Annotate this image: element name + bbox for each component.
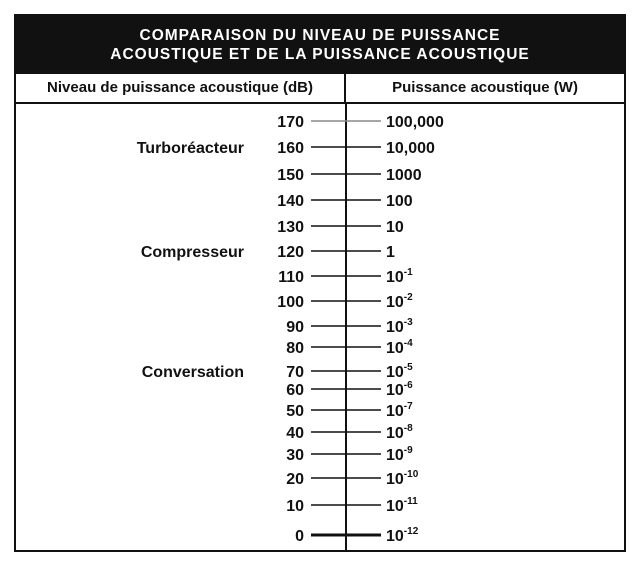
watt-label-80: $10^{-4}$: [386, 338, 413, 357]
db-label-150: 150: [277, 167, 304, 184]
watt-label-100: $10^{-2}$: [386, 292, 413, 311]
db-label-140: 140: [277, 193, 304, 210]
db-label-90: 90: [286, 319, 304, 336]
db-label-70: 70: [286, 364, 304, 381]
source-label-turboreacteur: Turboréacteur: [136, 140, 244, 157]
db-label-100: 100: [277, 294, 304, 311]
acoustic-scale: [16, 16, 624, 550]
watt-label-60: $10^{-6}$: [386, 380, 413, 399]
db-label-80: 80: [286, 340, 304, 357]
db-label-20: 20: [286, 471, 304, 488]
column-header-db: Niveau de puissance acoustique (dB): [16, 74, 346, 102]
watt-label-160: 10,000: [386, 140, 435, 157]
watt-label-170: 100,000: [386, 114, 444, 131]
watt-label-20: $10^{-10}$: [386, 469, 419, 488]
watt-label-0: $10^{-12}$: [386, 526, 419, 545]
db-label-60: 60: [286, 382, 304, 399]
db-label-160: 160: [277, 140, 304, 157]
db-label-10: 10: [286, 498, 304, 515]
db-label-130: 130: [277, 219, 304, 236]
watt-label-140: 100: [386, 193, 413, 210]
watt-label-10: $10^{-11}$: [386, 496, 418, 515]
db-label-50: 50: [286, 403, 304, 420]
db-label-170: 170: [277, 114, 304, 131]
watt-label-110: $10^{-1}$: [386, 267, 413, 286]
db-label-110: 110: [278, 269, 304, 286]
column-header-watts: Puissance acoustique (W): [392, 79, 578, 96]
comparison-chart-frame: [14, 14, 626, 552]
source-label-conversation: Conversation: [141, 364, 244, 381]
db-label-0: 0: [295, 528, 304, 545]
db-label-40: 40: [286, 425, 304, 442]
chart-title-line-1: COMPARAISON DU NIVEAU DE PUISSANCE: [139, 27, 501, 44]
watt-label-120: 1: [386, 244, 395, 261]
watt-label-130: 10: [386, 219, 404, 236]
watt-label-70: $10^{-5}$: [386, 362, 413, 381]
watt-label-30: $10^{-9}$: [386, 445, 413, 464]
db-label-30: 30: [286, 447, 304, 464]
db-label-120: 120: [277, 244, 304, 261]
watt-label-150: 1000: [386, 167, 422, 184]
watt-label-40: $10^{-8}$: [386, 423, 413, 442]
watt-label-50: $10^{-7}$: [386, 401, 413, 420]
watt-label-90: $10^{-3}$: [386, 317, 413, 336]
source-label-compresseur: Compresseur: [140, 244, 244, 261]
chart-title-line-2: ACOUSTIQUE ET DE LA PUISSANCE ACOUSTIQUE: [110, 46, 530, 63]
